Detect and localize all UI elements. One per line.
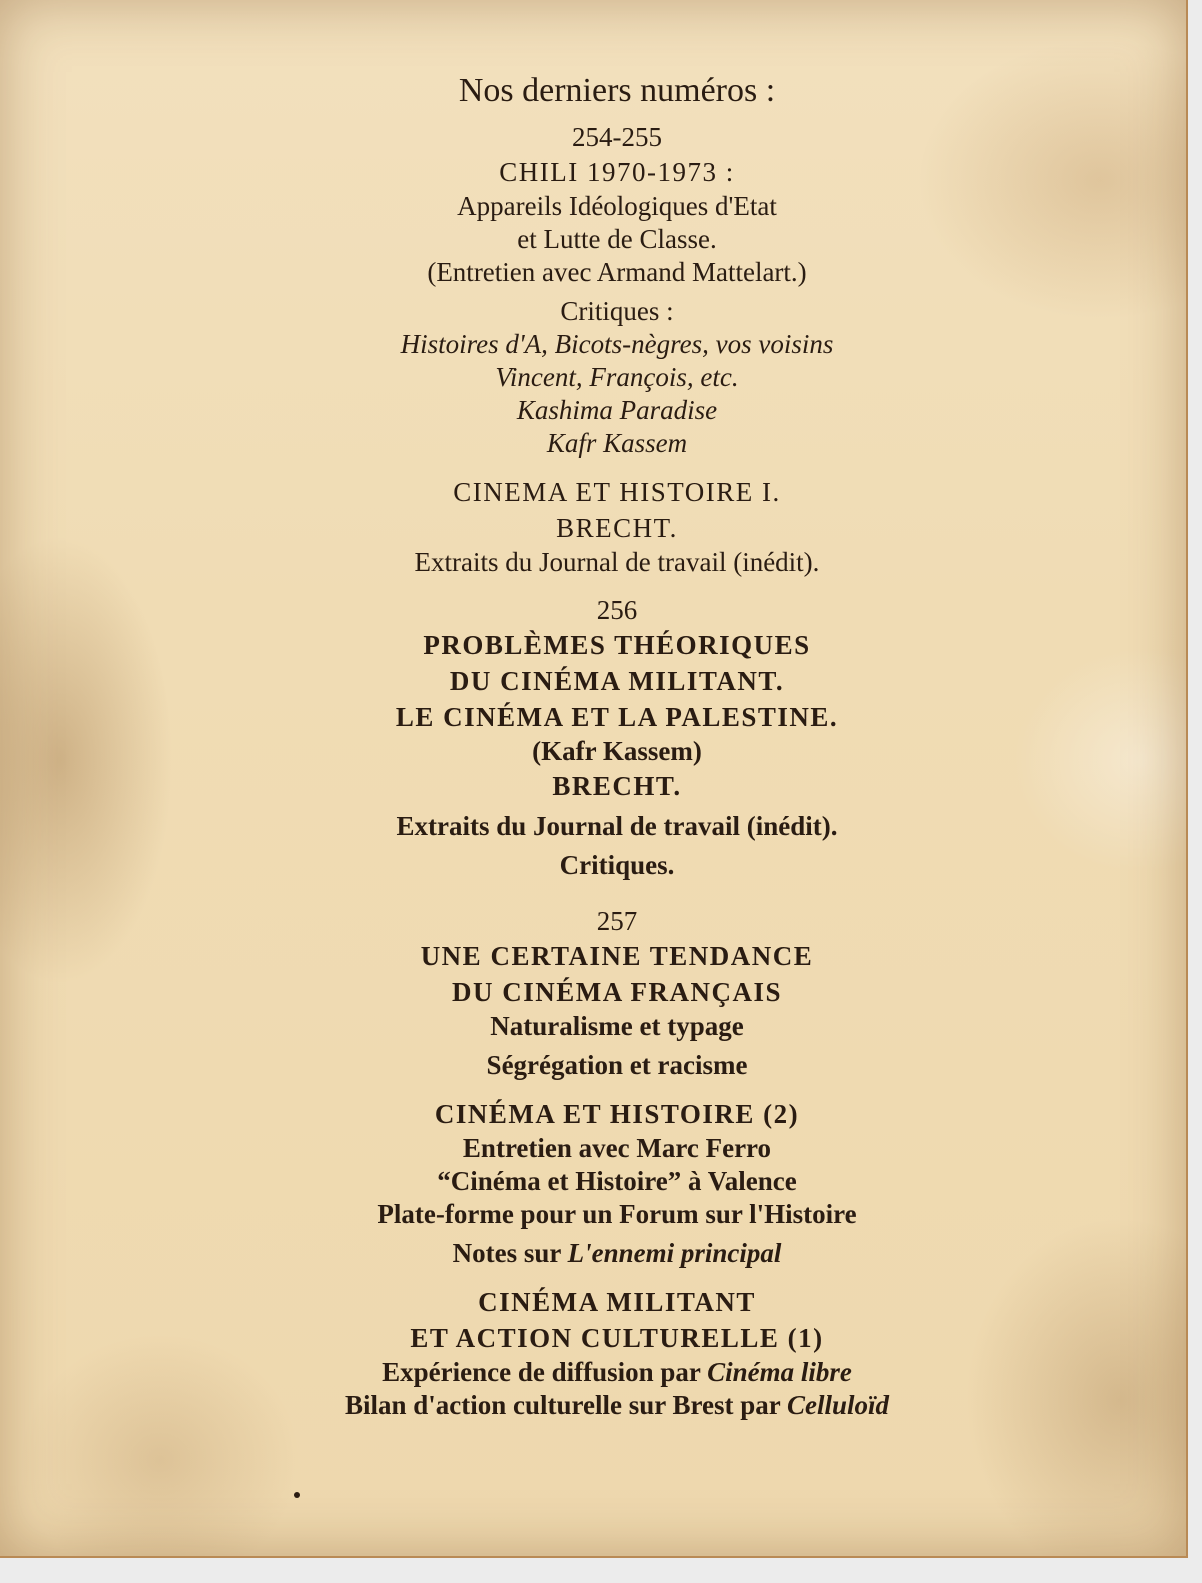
section-line — [0, 1356, 1202, 1389]
issue-title: DU CINÉMA MILITANT. — [449, 666, 785, 696]
notes-prefix: Notes sur — [452, 1238, 568, 1268]
film-title: Vincent, François, etc. — [495, 362, 739, 392]
bilan-prefix: Bilan d'action culturelle sur Brest par — [344, 1390, 788, 1420]
issue-256 — [0, 593, 1202, 882]
issue-subtitle: Appareils Idéologiques d'Etat — [457, 191, 777, 221]
section-line: Plate-forme pour un Forum sur l'Histoire — [377, 1199, 857, 1229]
issue-number: 254-255 — [572, 122, 662, 152]
issue-list — [0, 68, 1202, 1422]
issue-257 — [0, 904, 1202, 1422]
section-title: BRECHT. — [552, 771, 682, 801]
section-line: Entretien avec Marc Ferro — [462, 1133, 772, 1163]
bilan-source: Celluloïd — [787, 1390, 890, 1420]
issue-title: DU CINÉMA FRANÇAIS — [451, 977, 782, 1007]
film-title: Kafr Kassem — [546, 428, 688, 458]
section-line: “Cinéma et Histoire” à Valence — [437, 1166, 797, 1196]
issue-title: UNE CERTAINE TENDANCE — [420, 941, 814, 971]
issue-title: CHILI 1970-1973 : — [499, 157, 735, 187]
ink-dot — [294, 1492, 300, 1498]
critiques-label: Critiques : — [560, 296, 674, 326]
issue-subtitle: et Lutte de Classe. — [517, 224, 717, 254]
experience-prefix: Expérience de diffusion par — [382, 1357, 708, 1387]
issue-254-255 — [0, 120, 1202, 579]
issue-number: 257 — [596, 906, 638, 936]
section-notes — [0, 1237, 1202, 1270]
issue-title: PROBLÈMES THÉORIQUES — [423, 630, 811, 660]
section-extract: Extraits du Journal de travail (inédit). — [414, 547, 820, 577]
experience-source: Cinéma libre — [707, 1357, 852, 1387]
film-title: Kashima Paradise — [516, 395, 718, 425]
issue-subtitle: Ségrégation et racisme — [486, 1050, 748, 1080]
issue-interview: (Entretien avec Armand Mattelart.) — [427, 257, 807, 287]
issue-subtitle: Naturalisme et typage — [490, 1011, 744, 1041]
issue-subtitle: (Kafr Kassem) — [532, 736, 702, 766]
section-title: CINEMA ET HISTOIRE I. — [453, 477, 781, 507]
section-extract: Extraits du Journal de travail (inédit). — [396, 811, 838, 841]
issue-number: 256 — [596, 595, 638, 625]
notes-film-title: L'ennemi principal — [567, 1238, 782, 1268]
section-title: CINÉMA MILITANT — [478, 1287, 756, 1317]
critiques-label: Critiques. — [559, 850, 675, 880]
section-title: CINÉMA ET HISTOIRE (2) — [434, 1099, 800, 1129]
page-heading: Nos derniers numéros : — [458, 72, 776, 109]
issue-title: LE CINÉMA ET LA PALESTINE. — [395, 702, 839, 732]
section-title: BRECHT. — [556, 513, 678, 543]
film-title: Histoires d'A, Bicots-nègres, vos voisins — [400, 329, 834, 359]
section-line — [0, 1389, 1202, 1422]
section-title: ET ACTION CULTURELLE (1) — [410, 1323, 824, 1353]
